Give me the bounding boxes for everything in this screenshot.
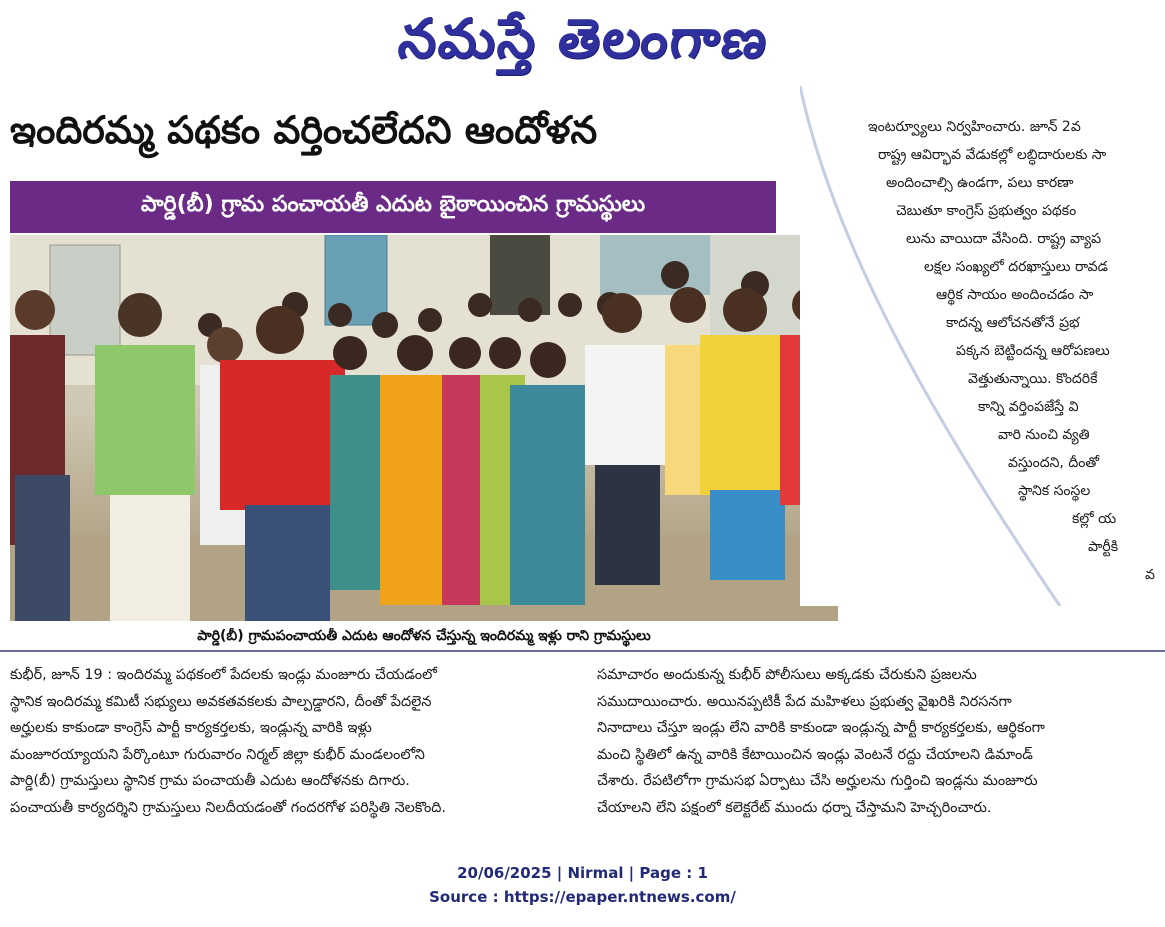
sidebar-line: ఆర్థిక సాయం అందించడం సా (936, 287, 1094, 303)
article-body-right-column (597, 662, 1157, 821)
body-line: స్థానిక ఇందిరమ్మ కమిటీ సభ్యులు అవకతవకలకు పాల్పడ్డారని, దీంతో పేదలైన (10, 693, 432, 710)
photo-caption: పార్డి(బీ) గ్రామపంచాయతీ ఎదుట ఆందోళన చేస్తున్న ఇందిరమ్మ ఇళ్లు రాని గ్రామస్థులు (197, 628, 651, 644)
body-line: చేశారు. రేపటిలోగా గ్రామసభ ఏర్పాటు చేసి అర్హులను గుర్తించి ఇండ్లను మంజూరు (597, 773, 1038, 789)
sidebar-line: స్థానిక సంస్థల (1018, 483, 1091, 499)
sidebar-line: కాన్ని వర్తింపజేస్తే వి (978, 399, 1079, 415)
sidebar-column-fragment (800, 86, 1165, 606)
sidebar-line: వస్తుందని, దీంతో (1008, 455, 1099, 471)
body-line: మంచి స్థితిలో ఉన్న వారికి కేటాయించిన ఇండ్లు వెంటనే రద్దు చేయాలని డిమాండ్ (597, 746, 1033, 763)
sidebar-line: వ (1145, 567, 1155, 583)
sidebar-line: వెత్తుతున్నాయి. కొందరికే (968, 371, 1098, 387)
article-photo (10, 235, 838, 621)
sidebar-line: ఇంటర్వ్యూలు నిర్వహించారు. జూన్ 2వ (868, 119, 1081, 135)
body-line: కుభీర్, జూన్ 19 : ఇందిరమ్మ పథకంలో పేదలకు ఇండ్లు మంజూరు చేయడంలో (10, 667, 437, 683)
sidebar-line: పార్టీకి (1088, 539, 1119, 555)
body-line: చేయాలని లేని పక్షంలో కలెక్టరేట్ ముందు ధర్నా చేస్తామని హెచ్చరించారు. (597, 799, 992, 816)
sidebar-line: లక్షల సంఖ్యలో దరఖాస్తులు రావడ (924, 259, 1108, 275)
sidebar-line: రాష్ట్ర ఆవిర్భావ వేడుకల్లో లబ్ధిదారులకు సా (878, 147, 1107, 163)
body-line: పంచాయతీ కార్యదర్శిని గ్రామస్తులు నిలదీయడంతో గందరగోళ పరిస్థితి నెలకొంది. (10, 799, 446, 816)
section-divider (0, 650, 1165, 652)
body-line: పార్డి(బీ) గ్రామస్తులు స్థానిక గ్రామ పంచాయతీ ఎదుట ఆందోళనకు దిగారు. (10, 773, 410, 789)
sidebar-line: పక్కన బెట్టిందన్న ఆరోపణలు (956, 343, 1110, 359)
body-line: మంజూరయ్యాయని పేర్కొంటూ గురువారం నిర్మల్ జిల్లా కుభీర్ మండలంలోని (10, 746, 425, 763)
protest-crowd-photo (10, 235, 838, 621)
article-headline: ఇందిరమ్మ పథకం వర్తించలేదని ఆందోళన (10, 108, 598, 152)
newspaper-masthead (0, 0, 1165, 86)
sidebar-line: లును వాయిదా వేసింది. రాష్ట్ర వ్యాప (906, 231, 1102, 247)
masthead-title: నమస్తే తెలంగాణ (394, 6, 772, 70)
article-subheadline-bar (10, 181, 776, 233)
sidebar-line: వారి నుంచి వ్యతి (998, 427, 1090, 443)
sidebar-line: చెబుతూ కాంగ్రెస్ ప్రభుత్వం పథకం (896, 203, 1077, 219)
sidebar-line: కాదన్న ఆలోచనతోనే ప్రభ (946, 315, 1080, 331)
body-line: నినాదాలు చేస్తూ ఇండ్లు లేని వారికి కాకుండా ఇండ్లున్న పార్టీ కార్యకర్తలకు, ఆర్థికంగా (597, 720, 1045, 736)
body-line: సముదాయించారు. అయినప్పటికీ పేద మహిళలు ప్రభుత్వ వైఖరికి నిరసనగా (597, 693, 1012, 710)
body-line: సమాచారం అందుకున్న కుభీర్ పోలీసులు అక్కడకు చేరుకుని ప్రజలను (597, 667, 977, 683)
article-body-left-column (10, 662, 588, 821)
sidebar-line: కల్లో య (1072, 511, 1117, 527)
footer-date-edition-page: 20/06/2025 | Nirmal | Page : 1 (457, 864, 708, 882)
article-subheadline: పార్డి(బీ) గ్రామ పంచాయతీ ఎదుట బైఠాయించిన గ్రామస్థులు (140, 192, 646, 217)
body-line: అర్హులకు కాకుండా కాంగ్రెస్ పార్టీ కార్యకర్తలకు, ఇండ్లున్న వారికి ఇళ్లు (10, 720, 372, 736)
sidebar-line: అందించాల్సి ఉండగా, పలు కారణా (886, 175, 1074, 191)
footer-source-link[interactable]: Source : https://epaper.ntnews.com/ (429, 888, 736, 906)
